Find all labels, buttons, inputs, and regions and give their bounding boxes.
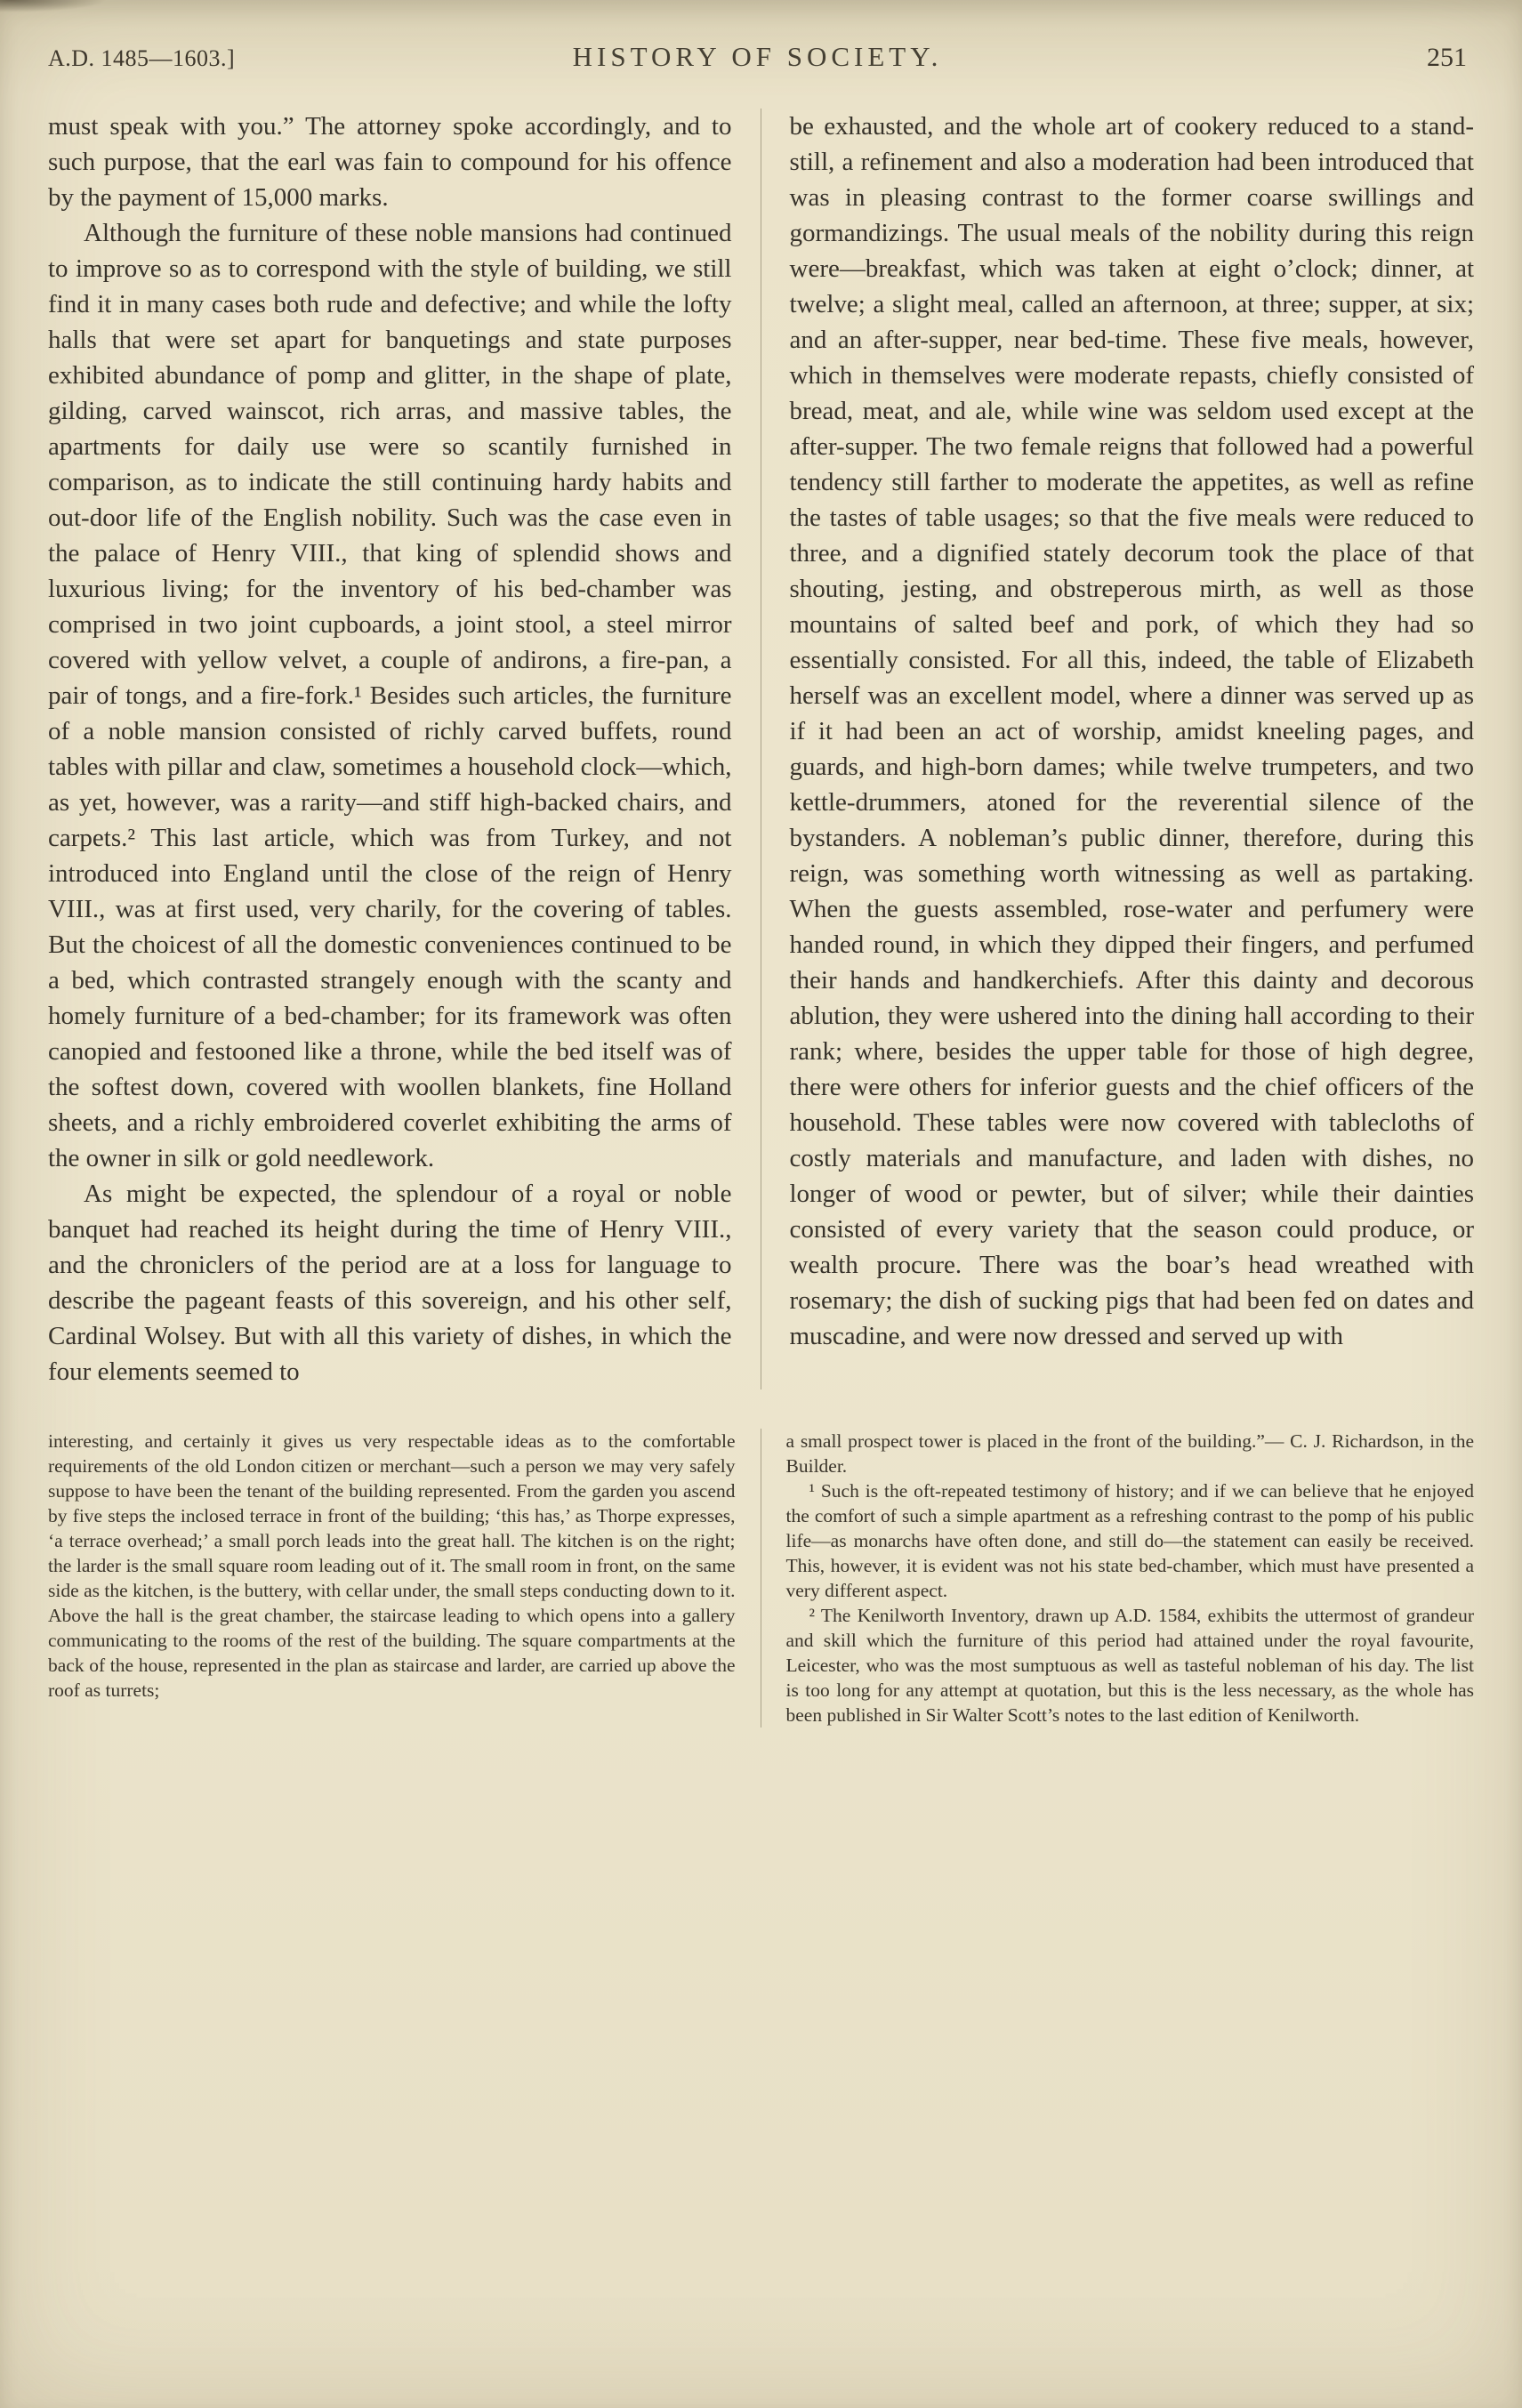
footnote-column-left	[48, 1429, 761, 1727]
body-paragraph: be exhausted, and the whole art of cookery reduced to a stand-still, a refinement and also a moderation had been introduced that was in pleasing contrast to the former coarse swillings and gormandizings. The usual meals of the nobility during this reign were—breakfast, which was taken at eight o’clock; dinner, at twelve; a slight meal, called an afternoon, at three; supper, at six; and an after-supper, near bed-time. These five meals, however, which in themselves were moderate repasts, chiefly consisted of bread, meat, and ale, while wine was seldom used except at the after-supper. The two female reigns that followed had a powerful tendency still farther to moderate the appetites, as well as refine the tastes of table usages; so that the five meals were reduced to three, and a dignified stately decorum took the place of that shouting, jesting, and obstreperous mirth, as well as those mountains of salted beef and pork, of which they had so essentially consisted. For all this, indeed, the table of Elizabeth herself was an excellent model, where a dinner was served up as if it had been an act of worship, amidst kneeling pages, and guards, and high-born dames; while twelve trumpeters, and two kettle-drummers, atoned for the reverential silence of the bystanders. A nobleman’s public dinner, therefore, during this reign, was something worth witnessing as well as partaking. When the guests assembled, rose-water and perfumery were handed round, in which they dipped their fingers, and perfumed their hands and handkerchiefs. After this dainty and decorous ablution, they were ushered into the dining hall according to their rank; where, besides the upper table for those of high degree, there were others for inferior guests and the chief officers of the household. These tables were now covered with tablecloths of costly materials and manufacture, and laden with dishes, no longer of wood or pewter, but of silver; while their dainties consisted of every variety that the season could produce, or wealth procure. There was the boar’s head wreathed with rosemary; the dish of sucking pigs that had been fed on dates and muscadine, and were now dressed and served up with	[789, 112, 1474, 1350]
body-paragraph: As might be expected, the splendour of a royal or noble banquet had reached its height during the time of Henry VIII., and the chroniclers of the period are at a loss for language to describe the pageant feasts of this sovereign, and his other self, Cardinal Wolsey. But with all this variety of dishes, in which the four elements seemed to	[48, 1180, 732, 1386]
main-column-left	[48, 109, 761, 1389]
main-text-section	[0, 73, 1522, 1389]
footnote-paragraph: a small prospect tower is placed in the front of the building.”— C. J. Richardson, in the Builder.	[785, 1430, 1474, 1477]
page-header	[0, 0, 1522, 73]
main-column-right	[761, 109, 1475, 1389]
footnote-paragraph: ¹ Such is the oft-repeated testimony of history; and if we can believe that he enjoyed the comfort of such a simple apartment as a refreshing contrast to the pomp of his public life—as monarchs have often done, and still do—the statement can easily be received. This, however, it is evident was not his state bed-chamber, which must have presented a very different aspect.	[785, 1480, 1474, 1601]
page-title: HISTORY OF SOCIETY.	[572, 41, 943, 72]
header-date-container	[48, 45, 573, 72]
footnote-paragraph: ² The Kenilworth Inventory, drawn up A.D. 1584, exhibits the uttermost of grandeur and skill which the furniture of this period had attained under the royal favourite, Leicester, who was the most sumptuous as well as tasteful nobleman of his day. The list is too long for any attempt at quotation, but this is the less necessary, as the whole has been published in Sir Walter Scott’s notes to the last edition of Kenilworth.	[785, 1605, 1474, 1726]
header-pageno-container	[942, 43, 1467, 73]
header-date: A.D. 1485—1603.]	[48, 45, 236, 71]
body-paragraph: Although the furniture of these noble mansions had continued to improve so as to correspond with the style of building, we still find it in many cases both rude and defective; and while the lofty halls that were set apart for banquetings and state purposes exhibited abundance of pomp and glitter, in the shape of plate, gilding, carved wainscot, rich arras, and massive tables, the apartments for daily use were so scantily furnished in comparison, as to indicate the still continuing hardy habits and out-door life of the English nobility. Such was the case even in the palace of Henry VIII., that king of splendid shows and luxurious living; for the inventory of his bed-chamber was comprised in two joint cupboards, a joint stool, a steel mirror covered with yellow velvet, a couple of andirons, a fire-pan, a pair of tongs, and a fire-fork.¹ Besides such articles, the furniture of a noble mansion consisted of richly carved buffets, round tables with pillar and claw, sometimes a household clock—which, as yet, however, was a rarity—and stiff high-backed chairs, and carpets.² This last article, which was from Turkey, and not introduced into England until the close of the reign of Henry VIII., was at first used, very charily, for the covering of tables. But the choicest of all the domestic conveniences continued to be a bed, which contrasted strangely enough with the scanty and homely furniture of a bed-chamber; for its framework was often canopied and festooned like a throne, while the bed itself was of the softest down, covered with woollen blankets, fine Holland sheets, and a richly embroidered coverlet exhibiting the arms of the owner in silk or gold needlework.	[48, 219, 732, 1172]
footnote-column-right	[761, 1429, 1475, 1727]
footnote-paragraph: interesting, and certainly it gives us very respectable ideas as to the comfortable requirements of the old London citizen or merchant—such a person we may very safely suppose to have been the tenant of the building represented. From the garden you ascend by five steps the inclosed terrace in front of the building; ‘this has,’ as Thorpe expresses, ‘a terrace overhead;’ a small porch leads into the great hall. The kitchen is on the right; the larder is the small square room leading out of it. The small room in front, on the same side as the kitchen, is the buttery, with cellar under, the small steps conducting down to it. Above the hall is the great chamber, the staircase leading to which opens into a gallery communicating to the rooms of the rest of the building. The square compartments at the back of the house, represented in the plan as staircase and larder, are carried up above the roof as turrets;	[48, 1430, 736, 1701]
body-paragraph: must speak with you.” The attorney spoke accordingly, and to such purpose, that the earl was fain to compound for his offence by the payment of 15,000 marks.	[48, 112, 732, 212]
page-number: 251	[1427, 43, 1467, 72]
footnotes-section	[0, 1389, 1522, 1727]
